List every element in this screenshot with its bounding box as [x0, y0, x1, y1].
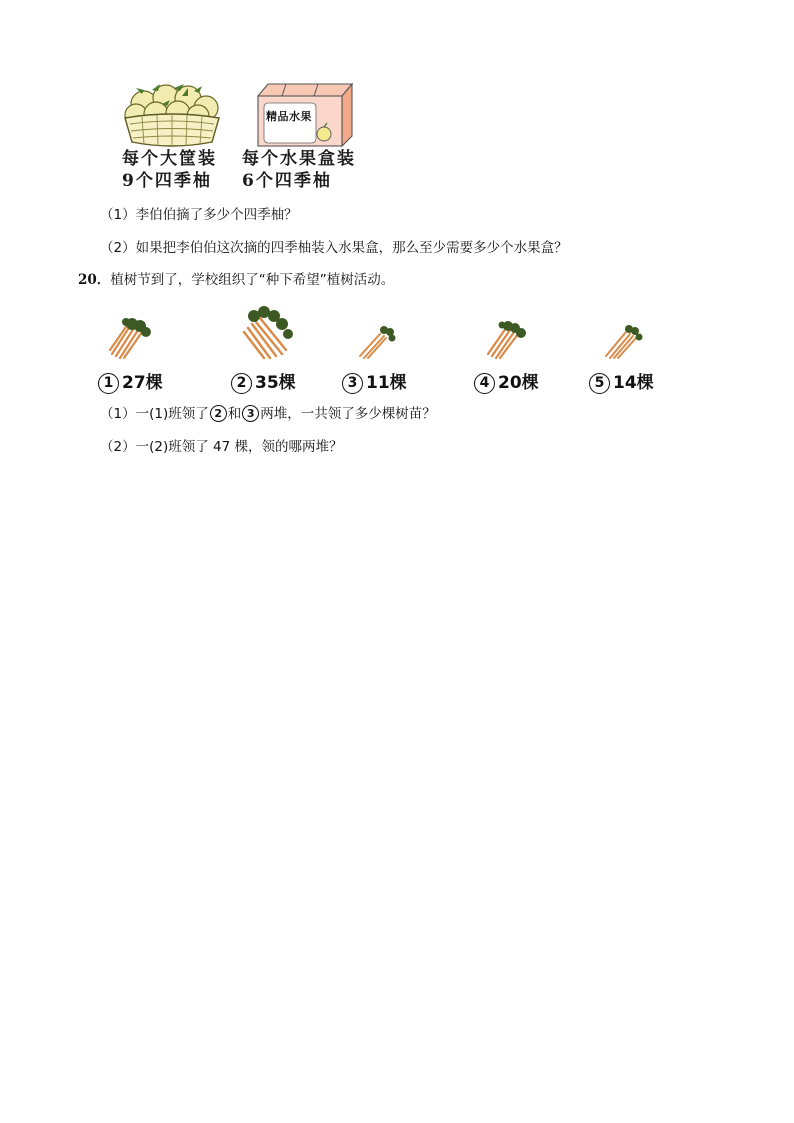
basket-caption — [122, 148, 217, 192]
seedling-pile-3-image — [354, 318, 400, 362]
q20-sub2 — [100, 438, 342, 456]
q19-sub1-number: （1） — [100, 207, 136, 223]
pile-2-unit: 棵 — [278, 373, 296, 393]
box-caption-line2: 6个四季柚 — [242, 171, 332, 191]
q20-stem-text: 植树节到了，学校组织了“种下希望”植树活动。 — [110, 272, 395, 288]
q20-sub2-number: （2） — [100, 439, 136, 455]
q19-sub2-text: 如果把李伯伯这次摘的四季柚装入水果盒，那么至少需要多少个水果盒？ — [135, 240, 568, 256]
q19-sub1-text: 李伯伯摘了多少个四季柚？ — [135, 207, 298, 223]
q20-sub1-part-b: 和 — [227, 406, 242, 422]
q20-sub1 — [100, 405, 436, 423]
q20-sub1-marker-2: 3 — [242, 405, 259, 422]
q20-stem — [78, 271, 394, 289]
pile-5-marker: 5 — [589, 373, 610, 394]
pile-4-unit: 棵 — [521, 373, 539, 393]
pile-5-unit: 棵 — [636, 373, 654, 393]
pile-2-count: 35 — [255, 373, 279, 393]
fruit-box-label: 精品水果 — [266, 110, 312, 123]
pile-1-label — [98, 368, 163, 394]
q20-number: 20． — [78, 272, 111, 288]
pile-3-count: 11 — [366, 373, 390, 393]
seedling-pile-4-image — [480, 314, 532, 362]
pile-1-unit: 棵 — [145, 373, 163, 393]
q19-sub1 — [100, 206, 298, 224]
fruit-basket-image — [122, 82, 222, 150]
pile-3-marker: 3 — [342, 373, 363, 394]
q19-sub2-number: （2） — [100, 240, 136, 256]
box-caption — [242, 148, 356, 192]
q20-sub1-number: （1） — [100, 406, 136, 422]
pile-5-count: 14 — [613, 373, 637, 393]
pile-4-label — [474, 368, 539, 394]
pile-3-unit: 棵 — [389, 373, 407, 393]
q20-sub2-text: 一(2)班领了 47 棵，领的哪两堆？ — [135, 439, 343, 455]
pile-5-label — [589, 368, 654, 394]
pile-2-marker: 2 — [231, 373, 252, 394]
q20-sub1-part-c: 两堆，一共领了多少棵树苗？ — [260, 406, 436, 422]
fruit-figure — [118, 78, 368, 190]
pile-1-count: 27 — [122, 373, 146, 393]
box-caption-line1: 每个水果盒装 — [242, 149, 356, 169]
pile-1-marker: 1 — [98, 373, 119, 394]
basket-caption-line2: 9个四季柚 — [122, 171, 212, 191]
seedling-pile-1-image — [104, 312, 158, 362]
seedling-pile-5-image — [600, 318, 646, 362]
pile-4-marker: 4 — [474, 373, 495, 394]
pile-3-label — [342, 368, 407, 394]
basket-caption-line1: 每个大筐装 — [122, 149, 217, 169]
q20-sub1-marker-1: 2 — [210, 405, 227, 422]
pile-2-label — [231, 368, 296, 394]
seedling-pile-2-image — [238, 302, 298, 364]
q20-sub1-part-a: 一(1)班领了 — [135, 406, 209, 422]
q19-sub2 — [100, 239, 568, 257]
pile-4-count: 20 — [498, 373, 522, 393]
